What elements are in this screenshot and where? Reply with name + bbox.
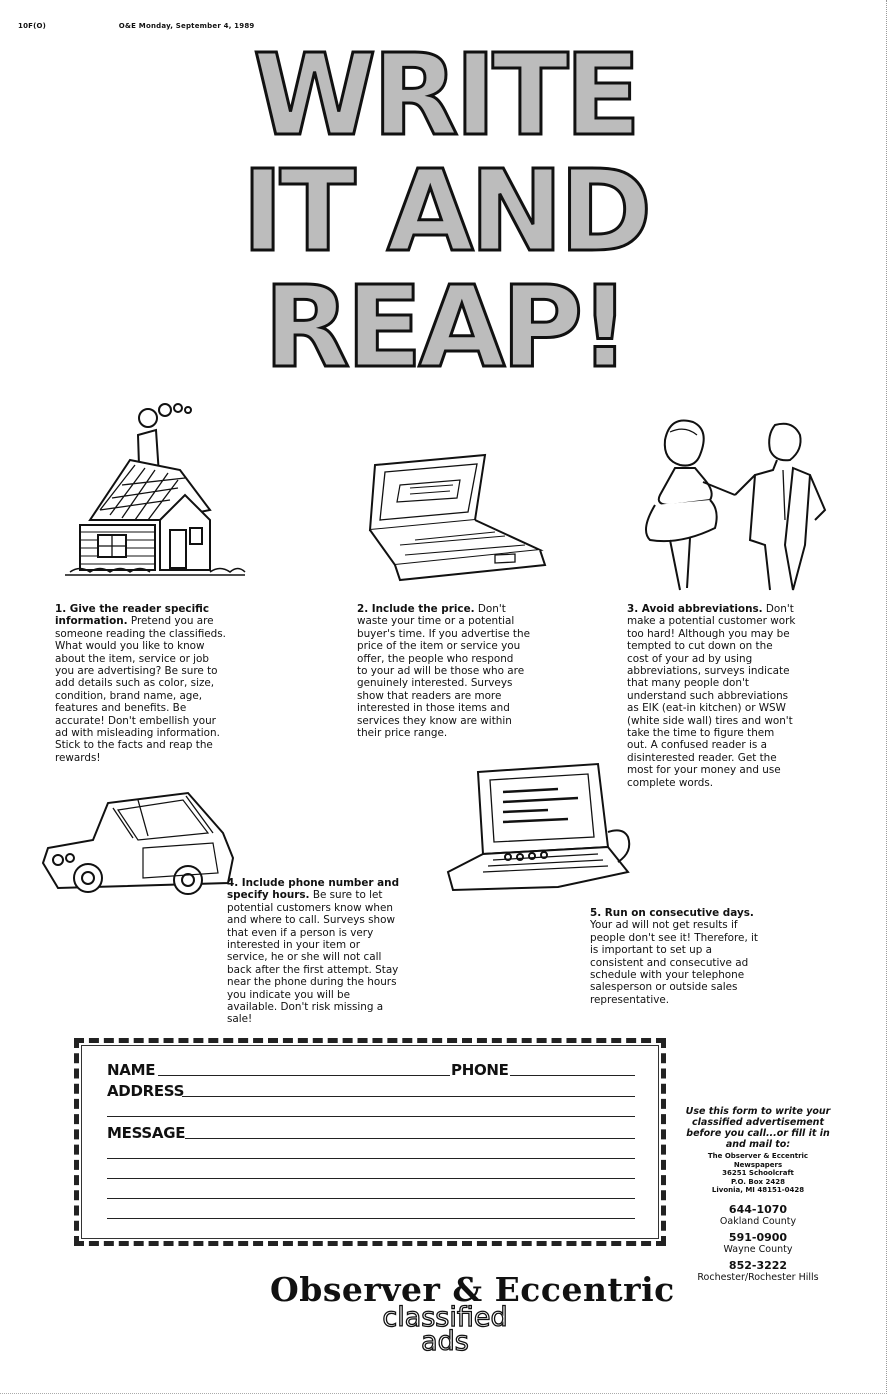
tip-4-line: potential customers know when — [227, 901, 393, 914]
mail-intro — [682, 1106, 834, 1150]
phone-field[interactable] — [510, 1075, 635, 1076]
address-field[interactable] — [182, 1096, 635, 1097]
tip-5-line: representative. — [590, 993, 670, 1006]
tip-1-line: Stick to the facts and reap the — [55, 739, 213, 752]
tip-2-line: price of the item or service you — [357, 640, 521, 653]
phone-number: 591-0900 — [728, 1230, 788, 1244]
tip-4-line: back after the first attempt. Stay — [227, 963, 399, 976]
mail-address — [682, 1152, 834, 1195]
logo-name: Observer & Eccentric — [270, 1270, 675, 1309]
tip-1 — [55, 603, 255, 764]
tip-4-line: that even if a person is very — [227, 926, 374, 939]
tip-5-line: Your ad will not get results if — [590, 919, 738, 932]
tip-3-line: tempted to cut down on the — [627, 640, 773, 653]
mail-address-line: 36251 Schoolcraft — [722, 1169, 794, 1177]
phone-area: Oakland County — [719, 1215, 797, 1227]
tip-2-title: 2. Include the price. — [357, 603, 475, 615]
tip-4-line: and where to call. Surveys show — [227, 914, 395, 927]
tip-1-line: features and benefits. Be — [55, 702, 187, 715]
tip-2-line: genuinely interested. Surveys — [357, 677, 513, 690]
mail-address-line: The Observer & Eccentric — [707, 1152, 809, 1160]
tip-3-title: 3. Avoid abbreviations. — [627, 603, 763, 615]
phone-number: 852-3222 — [728, 1258, 788, 1272]
house-icon — [60, 400, 250, 585]
headline — [230, 31, 660, 393]
tip-3-line: abbreviations, surveys indicate — [627, 665, 790, 678]
phone-area: Rochester/Rochester Hills — [697, 1271, 819, 1283]
tip-1-line: you are advertising? Be sure to — [55, 665, 218, 678]
tip-4-line: available. Don't risk missing a — [227, 1001, 384, 1014]
tip-3-line: make a potential customer work — [627, 615, 796, 628]
tip-2-line: interested in those items and — [357, 702, 510, 715]
headline-line-2: IT AND — [241, 147, 649, 277]
mail-address-line: P.O. Box 2428 — [731, 1177, 785, 1186]
tip-1-line: add details such as color, size, — [55, 677, 215, 690]
message-label: MESSAGE — [107, 1124, 186, 1142]
name-label: NAME — [107, 1061, 156, 1079]
tip-5-title: 5. Run on consecutive days. — [590, 907, 754, 919]
tip-3 — [627, 603, 827, 789]
mail-info — [682, 1106, 834, 1283]
tip-4-title: 4. Include phone number and specify hours. — [227, 877, 400, 902]
mail-address-line: Livonia, MI 48151-0428 — [711, 1186, 805, 1194]
tip-5-line: is important to set up a — [590, 944, 713, 957]
tip-5-line: salesperson or outside sales — [590, 981, 738, 994]
publication-date: O&E Monday, September 4, 1989 — [118, 22, 255, 30]
tip-3-line: understand such abbreviations — [627, 689, 789, 702]
tip-2-line: waste your time or a potential — [357, 615, 515, 628]
tip-4 — [227, 877, 427, 1026]
tip-4-line: service, he or she will not call — [227, 951, 382, 964]
tip-4-line: you indicate you will be — [227, 988, 351, 1001]
tip-4-line: Be sure to let — [312, 889, 383, 902]
headline-line-1: WRITE — [252, 31, 638, 161]
tip-2-line: to your ad will be those who are — [357, 665, 525, 678]
tip-3-line: that many people don't — [627, 677, 749, 690]
tip-2 — [357, 603, 562, 739]
tip-3-line: too hard! Although you may be — [627, 627, 790, 640]
tip-3-line: cost of your ad by using — [627, 652, 753, 665]
message-field-line[interactable] — [107, 1218, 635, 1219]
tip-2-line: show that readers are more — [357, 689, 502, 702]
page-header — [18, 22, 254, 30]
phone-number: 644-1070 — [728, 1202, 788, 1216]
address-field-line-2[interactable] — [107, 1116, 635, 1117]
tip-1-line: rewards! — [55, 751, 101, 764]
logo-line-3: ads — [421, 1326, 469, 1357]
mail-address-line: Newspapers — [733, 1160, 783, 1169]
tip-2-line: Don't — [477, 603, 506, 615]
message-field-line[interactable] — [107, 1158, 635, 1159]
logo-classified-ads — [375, 1302, 515, 1357]
tip-3-line: out. A confused reader is a — [627, 739, 767, 752]
page-number: 10F(O) — [18, 22, 47, 30]
message-field[interactable] — [185, 1138, 635, 1139]
classified-form — [74, 1038, 666, 1246]
tip-1-line: about the item, service or job — [55, 652, 210, 665]
tip-1-line: What would you like to know — [55, 640, 205, 653]
mail-intro-line: Use this form to write your — [685, 1106, 831, 1117]
address-label: ADDRESS — [107, 1082, 185, 1100]
mail-intro-line: before you call...or fill it in — [686, 1128, 830, 1139]
mail-intro-line: classified advertisement — [692, 1117, 824, 1128]
tip-5 — [590, 907, 790, 1006]
tip-4-line: sale! — [227, 1013, 253, 1026]
tip-3-line: disinterested reader. Get the — [627, 751, 777, 764]
tip-2-line: offer, the people who respond — [357, 652, 514, 665]
tip-5-line: people don't see it! Therefore, it — [590, 931, 759, 944]
tip-3-line: Don't — [765, 603, 794, 615]
tip-4-line: near the phone during the hours — [227, 976, 397, 989]
mail-intro-line: and mail to: — [725, 1139, 791, 1150]
message-field-line[interactable] — [107, 1198, 635, 1199]
tip-5-line: schedule with your telephone — [590, 969, 745, 982]
tip-1-line: someone reading the classifieds. — [55, 627, 226, 640]
tip-5-line: consistent and consecutive ad — [590, 956, 749, 969]
headline-line-3: REAP! — [263, 263, 627, 393]
tip-1-line: condition, brand name, age, — [55, 689, 203, 702]
tip-2-line: buyer's time. If you advertise the — [357, 627, 530, 640]
tip-1-title: 1. Give the reader specific information. — [55, 603, 210, 628]
car-icon — [38, 788, 238, 913]
tip-3-line: (white side wall) tires and won't — [627, 714, 793, 727]
tip-2-line: services they know are within — [357, 714, 512, 727]
tip-2-line: their price range. — [357, 727, 448, 740]
tip-3-line: take the time to figure them — [627, 727, 775, 740]
tip-1-line: accurate! Don't embellish your — [55, 714, 216, 727]
tip-4-line: interested in your item or — [227, 939, 361, 952]
tip-1-line: Pretend you are — [130, 615, 214, 628]
name-field[interactable] — [158, 1075, 450, 1076]
tip-3-line: most for your money and use — [627, 764, 781, 777]
logo-line-2: classified — [382, 1302, 508, 1333]
tip-1-line: ad with misleading information. — [55, 727, 220, 740]
phone-area: Wayne County — [723, 1243, 793, 1255]
tip-3-line: complete words. — [627, 776, 714, 789]
phone-label: PHONE — [451, 1061, 509, 1079]
tip-3-line: as EIK (eat-in kitchen) or WSW — [627, 702, 786, 715]
couple-icon — [625, 410, 835, 600]
message-field-line[interactable] — [107, 1178, 635, 1179]
briefcase-icon — [355, 450, 555, 590]
computer-icon — [438, 762, 638, 897]
